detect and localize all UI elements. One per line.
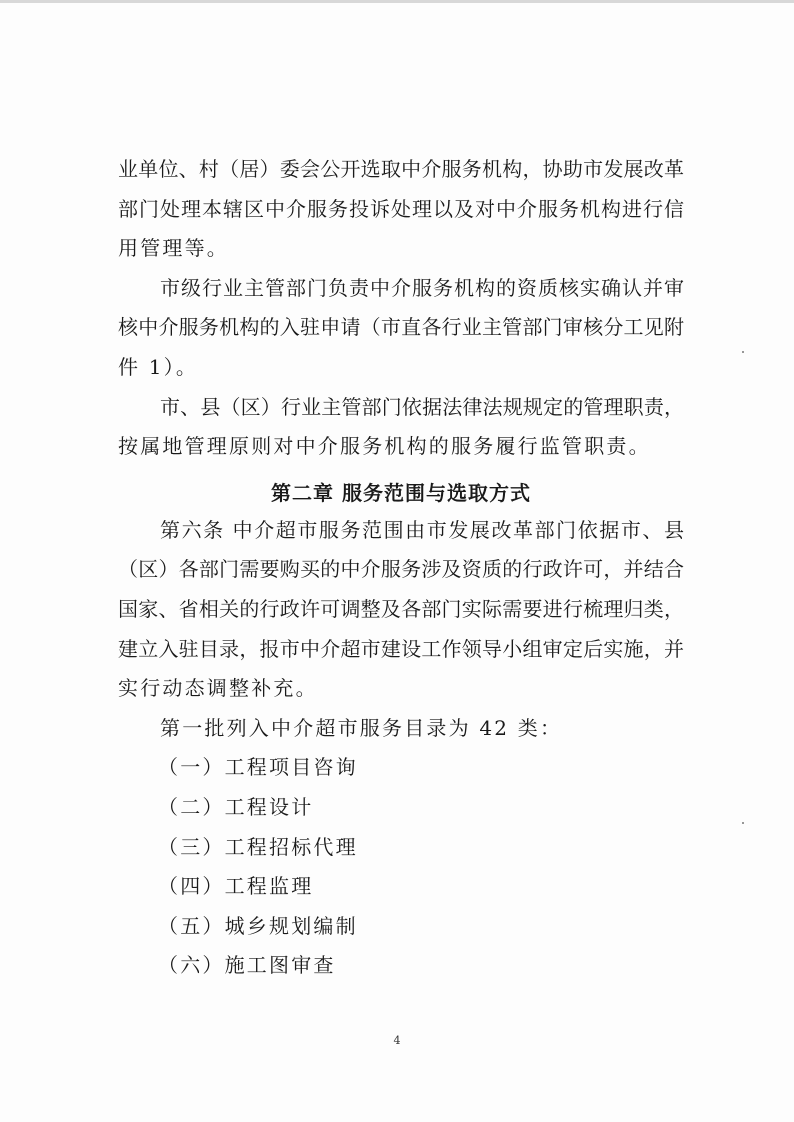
paragraph-3-line-1: 市、县（区）行业主管部门依据法律法规规定的管理职责， xyxy=(160,394,684,419)
paragraph-4-line-2: （区）各部门需要购买的中介服务涉及资质的行政许可，并结合 xyxy=(118,557,684,582)
list-item: （六）施工图审查 xyxy=(158,953,336,978)
paragraph-1-line-2: 部门处理本辖区中介服务投诉处理以及对中介服务机构进行信 xyxy=(118,196,684,221)
paragraph-2-line-1: 市级行业主管部门负责中介服务机构的资质核实确认并审 xyxy=(160,275,684,300)
list-item: （四）工程监理 xyxy=(158,874,314,899)
paragraph-5-line-1: 第一批列入中介超市服务目录为 42 类： xyxy=(160,715,563,740)
page-number: 4 xyxy=(393,1034,401,1047)
paragraph-4-line-4: 建立入驻目录，报市中介超市建设工作领导小组审定后实施，并 xyxy=(118,636,684,661)
paragraph-4-line-5: 实行动态调整补充。 xyxy=(118,676,318,701)
paragraph-1-line-1: 业单位、村（居）委会公开选取中介服务机构，协助市发展改革 xyxy=(118,157,684,181)
chapter-heading: 第二章 服务范围与选取方式 xyxy=(271,480,531,505)
paragraph-1-line-3: 用管理等。 xyxy=(118,236,229,261)
paragraph-2-line-3: 件 1）。 xyxy=(118,354,199,379)
list-item: （二）工程设计 xyxy=(158,794,314,819)
paragraph-4-line-1: 第六条 中介超市服务范围由市发展改革部门依据市、县 xyxy=(160,517,684,542)
list-item: （五）城乡规划编制 xyxy=(158,913,358,938)
body-text xyxy=(118,150,684,986)
scan-speck xyxy=(742,351,744,353)
paragraph-4-line-3: 国家、省相关的行政许可调整及各部门实际需要进行梳理归类， xyxy=(118,596,684,621)
paragraph-3-line-2: 按属地管理原则对中介服务机构的服务履行监管职责。 xyxy=(118,434,651,459)
list-item: （三）工程招标代理 xyxy=(158,834,358,859)
list-item: （一）工程项目咨询 xyxy=(158,755,358,780)
scan-top-edge xyxy=(0,0,794,3)
paragraph-2-line-2: 核中介服务机构的入驻申请（市直各行业主管部门审核分工见附 xyxy=(118,315,684,340)
scan-speck xyxy=(742,822,744,824)
